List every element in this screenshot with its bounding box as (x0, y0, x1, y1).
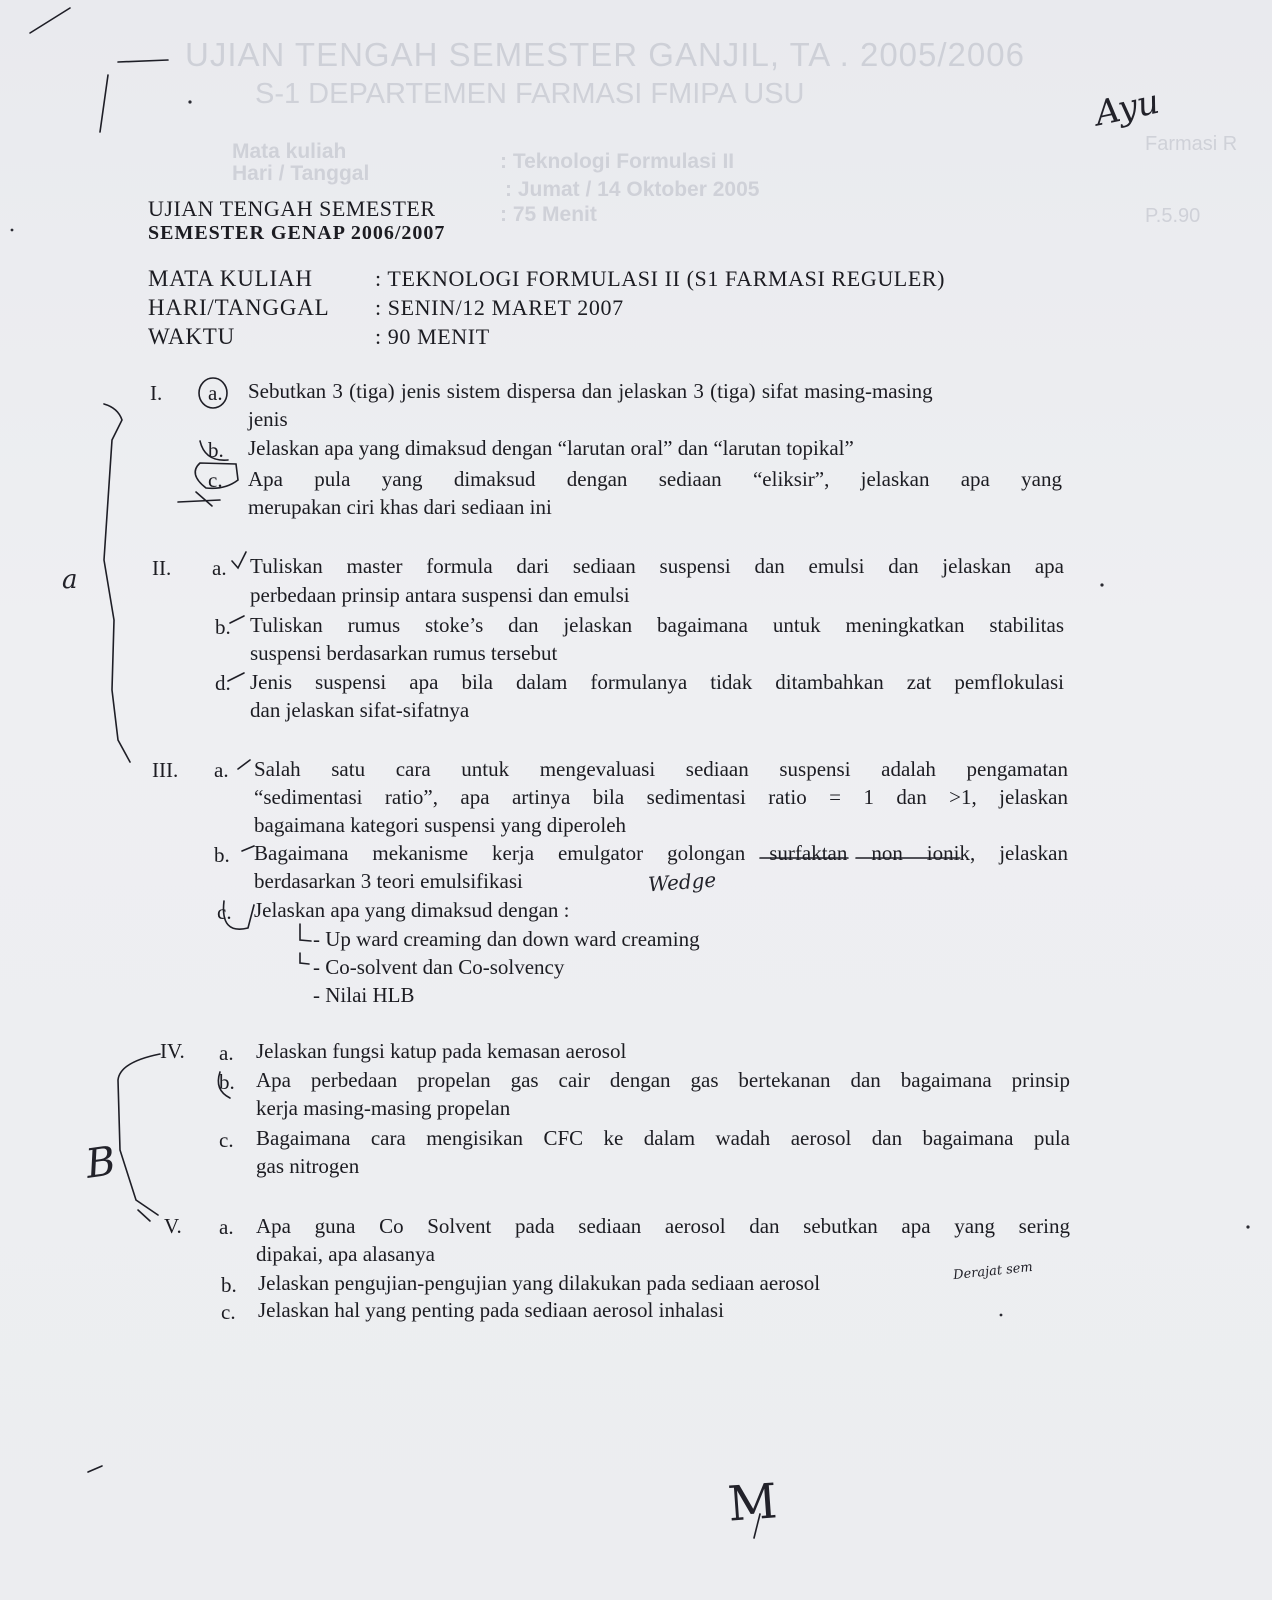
bleed-through-dept: S-1 DEPARTEMEN FARMASI FMIPA USU (255, 78, 805, 110)
tick-mark (238, 760, 250, 769)
item-line: Jelaskan pengujian-pengujian yang dilakukan pada sediaan aerosol (258, 1271, 821, 1295)
pen-stroke (196, 492, 212, 506)
item-line: Sebutkan 3 (tiga) jenis sistem dispersa dan jelaskan 3 (tiga) sifat masing-masing (248, 379, 933, 403)
handwritten-margin-note: B (82, 1138, 119, 1188)
item-line: suspensi berdasarkan rumus tersebut (250, 641, 558, 665)
item-letter: b. (221, 1273, 237, 1297)
tick-mark (242, 846, 254, 851)
speck (1000, 1314, 1003, 1317)
question-number: I. (150, 381, 163, 405)
question-number: V. (164, 1214, 182, 1238)
field-label-date: HARI/TANGGAL (148, 295, 330, 320)
item-letter: c. (221, 1300, 236, 1324)
exam-title: UJIAN TENGAH SEMESTER (148, 196, 436, 221)
speck (188, 100, 191, 103)
item-letter: a. (219, 1215, 234, 1239)
circle-mark (199, 378, 227, 408)
item-line: Jelaskan fungsi katup pada kemasan aerosol (256, 1039, 627, 1063)
bleed-through-meta: : Teknologi Formulasi II (500, 150, 735, 173)
question-number: II. (152, 556, 172, 580)
field-value-course: : TEKNOLOGI FORMULASI II (S1 FARMASI REGULER) (375, 266, 946, 291)
item-line: berdasarkan 3 teori emulsifikasi (254, 869, 523, 893)
pen-stroke (138, 1210, 150, 1221)
item-line: Tuliskan master formula dari sediaan suspensi dan emulsi dan jelaskan apa (250, 554, 1064, 578)
handwritten-name: Ayu (1091, 81, 1163, 135)
pen-stroke (88, 1466, 102, 1472)
item-line: merupakan ciri khas dari sediaan ini (248, 495, 552, 519)
pen-stroke (224, 901, 255, 929)
item-line: gas nitrogen (256, 1154, 360, 1178)
item-letter: a. (208, 381, 223, 405)
item-line: dipakai, apa alasanya (256, 1242, 435, 1266)
pen-stroke (754, 1514, 760, 1538)
handwritten-margin-note: a (62, 565, 78, 595)
handwritten-note: Wedge (647, 867, 717, 897)
sub-item: - Up ward creaming dan down ward creaming (313, 927, 700, 951)
pen-stroke (218, 1072, 230, 1098)
speck (11, 229, 14, 232)
exam-semester: SEMESTER GENAP 2006/2007 (148, 222, 446, 244)
pen-stroke (200, 441, 228, 460)
handwritten-mark: M (726, 1473, 780, 1533)
item-line: Apa pula yang dimaksud dengan sediaan “eliksir”, jelaskan apa yang (248, 467, 1062, 491)
question-number: IV. (160, 1039, 185, 1063)
question-number: III. (152, 758, 179, 782)
tick-mark (232, 552, 246, 568)
item-line: Bagaimana mekanisme kerja emulgator golongan surfaktan non ionik, jelaskan (254, 841, 1068, 865)
item-letter: a. (219, 1041, 234, 1065)
sub-item: - Co-solvent dan Co-solvency (313, 955, 565, 979)
pen-stroke (178, 500, 220, 502)
tick-mark (230, 616, 244, 623)
item-line: dan jelaskan sifat-sifatnya (250, 698, 470, 722)
item-line: Apa perbedaan propelan gas cair dengan gas bertekanan dan bagaimana prinsip (256, 1068, 1070, 1092)
bleed-through-right: P.5.90 (1145, 205, 1201, 227)
pen-stroke (300, 924, 311, 941)
item-letter: a. (212, 556, 227, 580)
field-value-date: : SENIN/12 MARET 2007 (375, 295, 624, 320)
bracket-stroke (104, 404, 130, 762)
bleed-through-meta: : 75 Menit (500, 203, 597, 226)
circle-mark (195, 463, 238, 488)
item-line: Tuliskan rumus stoke’s dan jelaskan bagaimana untuk meningkatkan stabilitas (250, 613, 1064, 637)
item-letter: c. (208, 468, 223, 492)
item-line: bagaimana kategori suspensi yang diperoleh (254, 813, 627, 837)
field-value-time: : 90 MENIT (375, 324, 490, 349)
item-line: kerja masing-masing propelan (256, 1096, 511, 1120)
pen-stroke (30, 8, 70, 33)
item-letter: a. (214, 758, 229, 782)
item-line: Salah satu cara untuk mengevaluasi sediaan suspensi adalah pengamatan (254, 757, 1068, 781)
item-letter: d. (215, 671, 231, 695)
bracket-stroke (118, 1054, 160, 1215)
item-line: Jenis suspensi apa bila dalam formulanya tidak ditambahkan zat pemflokulasi (250, 670, 1064, 694)
item-line: Jelaskan apa yang dimaksud dengan : (254, 898, 570, 922)
item-line: perbedaan prinsip antara suspensi dan emulsi (250, 583, 630, 607)
bleed-through-title: UJIAN TENGAH SEMESTER GANJIL, TA . 2005/2006 (185, 36, 1025, 73)
field-label-course: MATA KULIAH (148, 266, 313, 291)
bleed-through-meta: : Jumat / 14 Oktober 2005 (505, 178, 760, 201)
speck (1246, 1225, 1249, 1228)
item-letter: b. (208, 438, 224, 462)
bleed-through-meta: Hari / Tanggal (232, 162, 370, 185)
item-letter: c. (219, 1128, 234, 1152)
item-letter: b. (219, 1070, 235, 1094)
sub-item: - Nilai HLB (313, 983, 415, 1007)
tick-mark (228, 673, 244, 681)
item-line: Apa guna Co Solvent pada sediaan aerosol dan sebutkan apa yang sering (256, 1214, 1070, 1238)
item-line: Jelaskan hal yang penting pada sediaan aerosol inhalasi (258, 1298, 724, 1322)
pen-stroke (100, 75, 108, 132)
item-letter: b. (214, 843, 230, 867)
pen-stroke (300, 953, 309, 964)
item-line: jenis (248, 407, 288, 431)
speck (1100, 583, 1103, 586)
item-letter: b. (215, 615, 231, 639)
pen-stroke (118, 60, 168, 62)
handwritten-note: Derajat sem (952, 1259, 1034, 1284)
item-line: “sedimentasi ratio”, apa artinya bila sedimentasi ratio = 1 dan >1, jelaskan (254, 785, 1068, 809)
field-label-time: WAKTU (148, 324, 236, 349)
bleed-through-right: Farmasi R (1145, 133, 1238, 155)
item-letter: c. (217, 900, 232, 924)
item-line: Jelaskan apa yang dimaksud dengan “larutan oral” dan “larutan topikal” (248, 436, 854, 460)
item-line: Bagaimana cara mengisikan CFC ke dalam wadah aerosol dan bagaimana pula (256, 1126, 1070, 1150)
bleed-through-meta: Mata kuliah (232, 140, 347, 163)
